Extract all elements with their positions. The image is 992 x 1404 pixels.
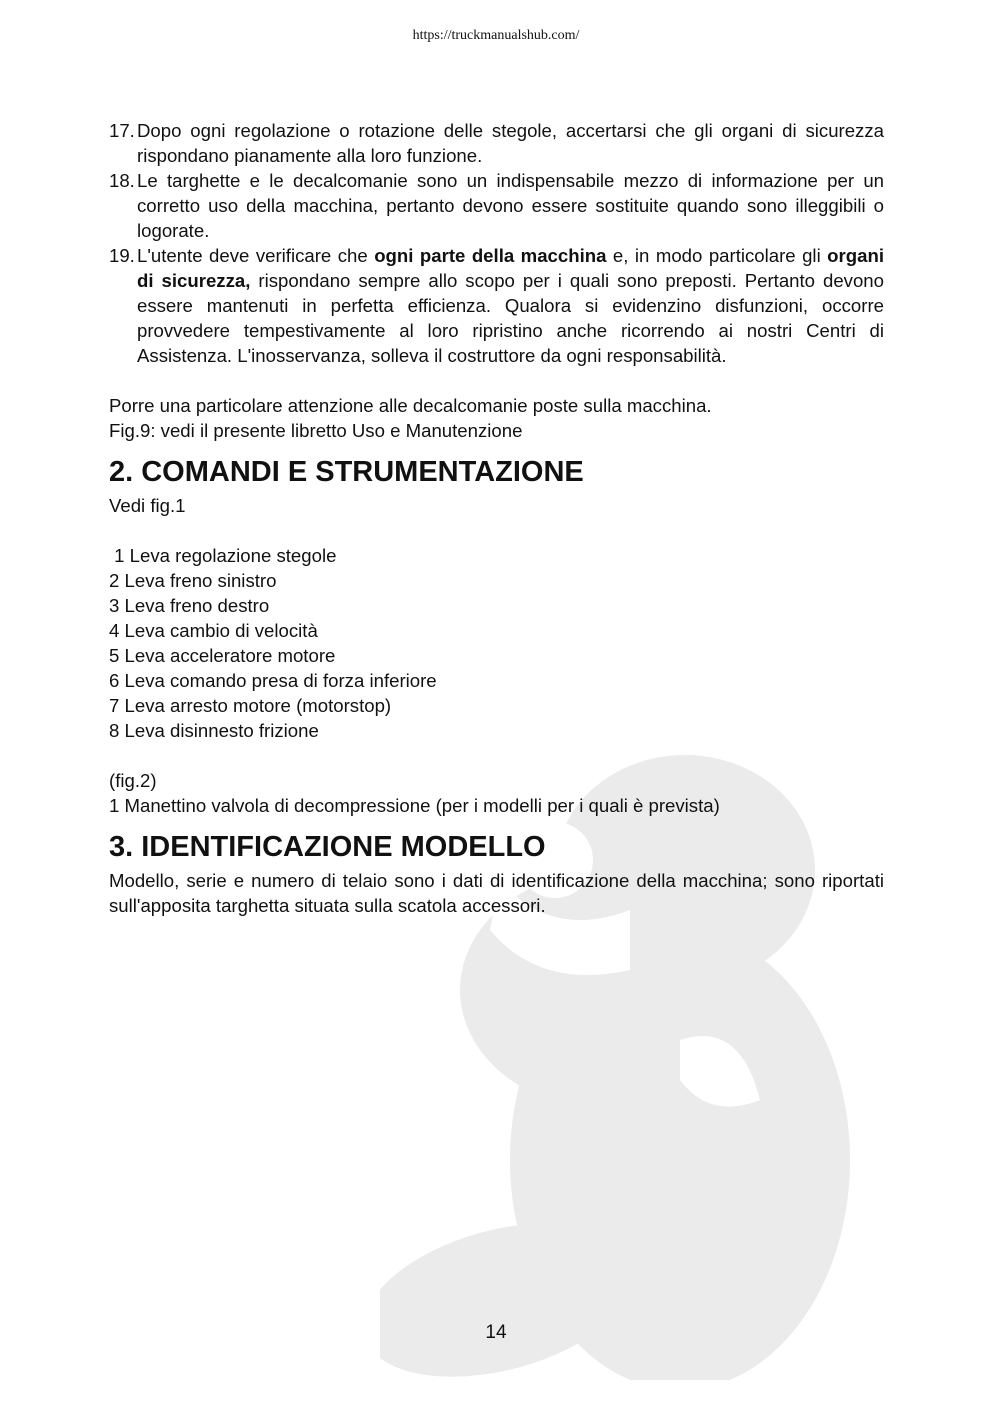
item-number: 18. [109,170,135,191]
item-text-part: L'utente deve verificare che [137,245,375,266]
list-item: 1 Leva regolazione stegole [109,545,337,566]
list-item: 7 Leva arresto motore (motorstop) [109,695,392,716]
list-item: 4 Leva cambio di velocità [109,620,318,641]
item-text [137,243,884,368]
list-item [109,243,884,368]
controls-list [109,543,884,743]
item-bold-text: ogni parte della macchina [374,245,607,266]
fig2-item: 1 Manettino valvola di decompressione (per i modelli per i quali è prevista) [109,795,720,816]
safety-numbered-list [109,118,884,368]
list-item: 5 Leva acceleratore motore [109,645,336,666]
list-item: 8 Leva disinnesto frizione [109,720,319,741]
list-item: 6 Leva comando presa di forza inferiore [109,670,437,691]
item-number: 17. [109,120,135,141]
section-3-text: Modello, serie e numero di telaio sono i dati di identificazione della macchina; sono riportati sull'apposita targhetta situata sulla scatola accessori. [109,870,884,916]
note-fig9: Fig.9: vedi il presente libretto Uso e Manutenzione [109,420,523,441]
item-number: 19. [109,245,135,266]
item-bold-text: organi di sicurezza, [137,245,884,291]
item-text-part: rispondano sempre allo scopo per i quali sono preposti. Pertanto devono essere mantenuti in perfetta efficienza. Qualora si evidenzino disfunzioni, occorre provvedere tempestivamente al loro ripristino anche ricorrendo ai nostri Centri di Assistenza. L'inosservanza, solleva il costruttore da ogni responsabilità. [137,270,884,366]
item-text: Dopo ogni regolazione o rotazione delle stegole, accertarsi che gli organi di sicurezza rispondano pianamente alla loro funzione. [137,120,884,166]
section-2-figure-ref: Vedi fig.1 [109,495,186,516]
section-2-title: 2. COMANDI E STRUMENTAZIONE [109,456,584,488]
page-url: https://truckmanualshub.com/ [412,28,580,43]
item-text-part: e, in modo particolare gli [606,245,828,266]
page-number: 14 [485,1322,507,1343]
note-decals: Porre una particolare attenzione alle decalcomanie poste sulla macchina. [109,395,712,416]
list-item: 3 Leva freno destro [109,595,270,616]
page-content [109,118,884,918]
list-item [109,118,884,168]
item-text: Le targhette e le decalcomanie sono un indispensabile mezzo di informazione per un corretto uso della macchina, pertanto devono essere sostituite quando sono illeggibili o logorate. [137,170,884,241]
fig2-ref: (fig.2) [109,770,157,791]
list-item [109,168,884,243]
list-item: 2 Leva freno sinistro [109,570,277,591]
section-3-title: 3. IDENTIFICAZIONE MODELLO [109,831,546,863]
